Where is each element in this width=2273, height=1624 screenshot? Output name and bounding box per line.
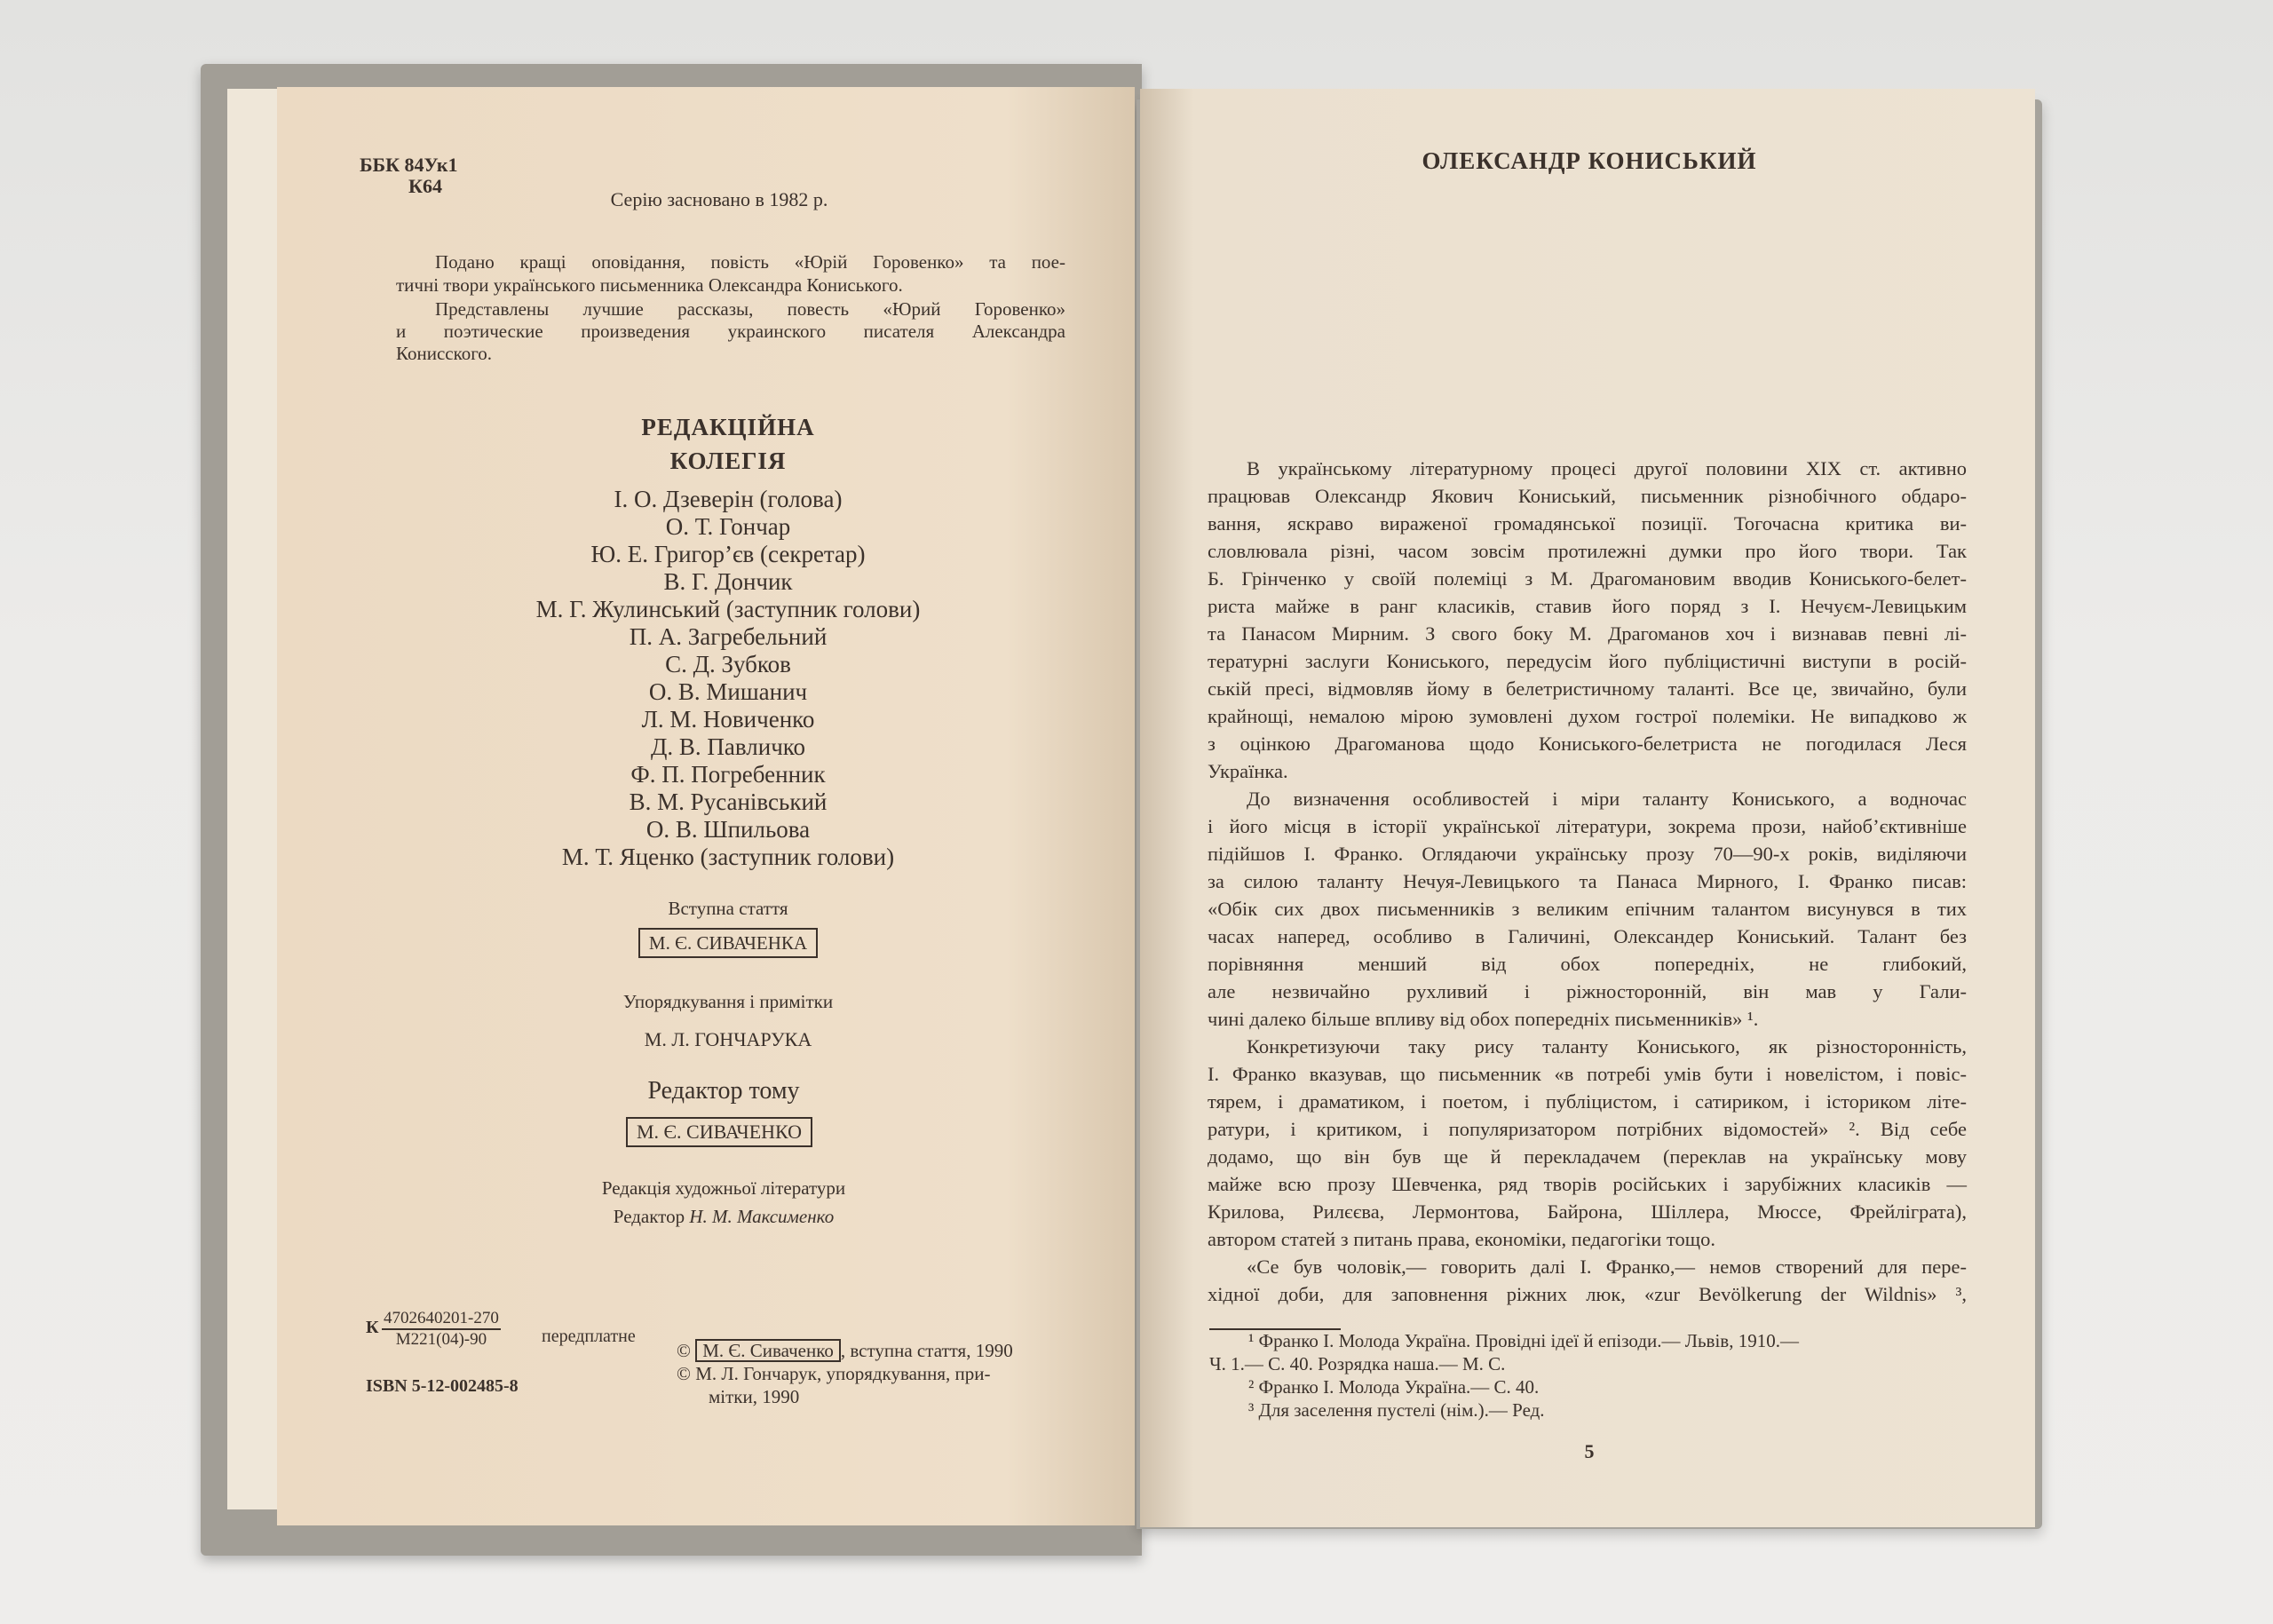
paragraph <box>1208 1033 1967 1253</box>
editor-line <box>497 1206 950 1228</box>
text-line: тярем, і драматиком, і поетом, і публіцистом, і сатириком, і істориком літе- <box>1208 1090 1967 1113</box>
footnote: ¹ Франко І. Молода Україна. Провідні ідеї й епізоди.— Львів, 1910.— <box>1248 1330 1799 1351</box>
text-line: вання, яскраво вираженої громадянської позиції. Тогочасна критика ви- <box>1208 512 1967 535</box>
text-line: з оцінкою Драгоманова щодо Кониського-белетриста не погодилася Леся <box>1208 733 1967 755</box>
text-line: тературні заслуги Кониського, передусім його публіцистичні виступи в росій- <box>1208 650 1967 672</box>
footnotes <box>1209 1329 1964 1422</box>
text-line: чині далеко більше впливу від обох попередніх письменників» ¹. <box>1208 1008 1759 1030</box>
annotation-line: Конисского. <box>396 343 493 364</box>
board-member: О. В. Шпильова <box>645 816 811 843</box>
text-line: «Се був чоловік,— говорить далі І. Франко,— немов створений для пере- <box>1247 1256 1967 1278</box>
text-line: І. Франко вказував, що письменник «в потребі умів бути і новелістом, і повіс- <box>1208 1063 1967 1085</box>
board-member: Ф. П. Погребенник <box>630 761 826 788</box>
annotation-ru <box>396 298 1065 365</box>
editor-label: Редактор <box>613 1206 685 1227</box>
annotation-line: Представлены лучшие рассказы, повесть «Юрий Горовенко» <box>435 298 1065 320</box>
board-member: В. Г. Дончик <box>663 568 793 595</box>
text-line: «Обік сих двох письменників з великим епічним талантом висунувся в тих <box>1208 898 1967 920</box>
k-code: К64 <box>408 175 442 197</box>
board-member: І. О. Дзеверін (голова) <box>614 486 843 512</box>
board-member: Д. В. Павличко <box>650 733 806 760</box>
text-line: ратури, і критиком, і популяризатором потрібних відомостей» ². Від себе <box>1208 1118 1967 1140</box>
paragraph <box>1208 455 1967 785</box>
series-note: Серію засновано в 1982 р. <box>610 188 828 210</box>
intro-author: М. Є. СИВАЧЕНКА <box>638 928 818 958</box>
board-title-line: КОЛЕГІЯ <box>669 448 787 474</box>
board-member: С. Д. Зубков <box>665 651 791 677</box>
text-line: Українка. <box>1208 760 1288 782</box>
annotation-uk <box>396 250 1065 297</box>
footnote: ² Франко І. Молода Україна.— С. 40. <box>1248 1376 1540 1398</box>
board-members <box>373 486 1083 871</box>
text-line: автором статей з питань права, економіки, педагогіки тощо. <box>1208 1228 1715 1250</box>
editor-name: Н. М. Максименко <box>689 1206 835 1227</box>
text-line: риста майже в ранг класиків, ставив його поряд з І. Нечуєм-Левицьким <box>1208 595 1967 617</box>
paragraph <box>1208 1253 1967 1308</box>
copy1-rest: , вступна стаття, 1990 <box>840 1340 1013 1361</box>
copyright-icon: © <box>677 1340 691 1361</box>
text-line: Б. Грінченко у своїй полеміці з М. Драгомановим вводив Кониського-белет- <box>1208 567 1967 590</box>
text-line: ській пресі, відмовляв йому в белетристичному таланті. Все це, звичайно, були <box>1208 677 1967 700</box>
volume-editor-label: Редактор тому <box>647 1077 800 1105</box>
footnote: Ч. 1.— С. 40. Розрядка наша.— М. С. <box>1209 1353 1506 1374</box>
bbk-code: ББК 84Ук1 <box>360 154 458 176</box>
volume-editor-wrap <box>497 1117 941 1147</box>
board-member: В. М. Русанівський <box>629 788 828 815</box>
copy2-line1: М. Л. Гончарук, упорядкування, при- <box>695 1363 991 1384</box>
text-line: До визначення особливостей і міри таланту Кониського, а водночас <box>1247 788 1967 810</box>
endpaper-strip <box>227 89 281 1509</box>
page-number: 5 <box>1584 1440 1595 1462</box>
text-line: В українському літературному процесі другої половини XIX ст. активно <box>1247 457 1967 479</box>
copy2-line2: мітки, 1990 <box>709 1386 800 1407</box>
board-member: П. А. Загребельний <box>629 623 828 650</box>
paragraph <box>1208 785 1967 1033</box>
article-body <box>1208 455 1967 1308</box>
compile-author: М. Л. ГОНЧАРУКА <box>644 1028 812 1050</box>
text-line: за силою таланту Нечуя-Левицького та Панаса Мирного, І. Франко писав: <box>1208 870 1967 892</box>
text-line: Конкретизуючи таку рису таланту Кониського, як різносторонність, <box>1247 1035 1967 1058</box>
subscription: передплатне <box>542 1327 636 1346</box>
board-member: Ю. Е. Григор’єв (секретар) <box>590 541 866 567</box>
annotation-line: Подано кращі оповідання, повість «Юрій Горовенко» та пое- <box>435 251 1065 273</box>
text-line: працював Олександр Якович Кониський, письменник різнобічного обдаро- <box>1208 485 1967 507</box>
text-line: порівняння менший від обох попередніх, не глибокий, <box>1208 953 1967 975</box>
board-member: О. В. Мишанич <box>648 678 808 705</box>
k-fraction <box>382 1309 501 1350</box>
k-denominator: М221(04)-90 <box>395 1330 487 1349</box>
intro-label: Вступна стаття <box>668 898 788 919</box>
department: Редакція художньої літератури <box>601 1177 846 1199</box>
text-line: підійшов І. Франко. Оглядаючи українську прозу 70—90-х років, виділяючи <box>1208 843 1967 865</box>
text-line: Крилова, Рилєєва, Лермонтова, Байрона, Шіллера, Мюссе, Фрейліграта), <box>1208 1200 1967 1223</box>
text-line: майже всю прозу Шевченка, ряд творів російських і зарубіжних класиків — <box>1208 1173 1967 1195</box>
copy1-name: М. Є. Сиваченко <box>695 1339 841 1362</box>
board-member: М. Г. Жулинський (заступник голови) <box>535 596 921 622</box>
text-line: та Панасом Мирним. З свого боку М. Драгоманов хоч і визнавав певні лі- <box>1208 622 1967 645</box>
footnote: ³ Для заселення пустелі (нім.).— Ред. <box>1248 1399 1545 1421</box>
board-member: М. Т. Яценко (заступник голови) <box>561 844 895 870</box>
board-title <box>462 410 994 478</box>
annotation-line: тичні твори українського письменника Олександра Кониського. <box>396 274 903 296</box>
copyright-icon: © <box>677 1363 691 1384</box>
board-title-line: РЕДАКЦІЙНА <box>641 414 815 440</box>
k-letter: К <box>366 1318 379 1337</box>
text-line: хідної доби, для заповнення ріжних люк, «zur Bevölkerung der Wildnis» ³, <box>1208 1283 1967 1305</box>
text-line: і його місця в історії української літератури, зокрема прози, найоб’єктивніше <box>1208 815 1967 837</box>
annotation-line: и поэтические произведения украинского писателя Александра <box>396 321 1065 342</box>
chapter-heading: ОЛЕКСАНДР КОНИСЬКИЙ <box>1422 147 1757 174</box>
text-line: додамо, що він був ще й перекладачем (переклав на українську мову <box>1208 1145 1967 1168</box>
compile-label: Упорядкування і примітки <box>622 991 834 1012</box>
copyright-block <box>677 1339 1013 1408</box>
text-line: часах наперед, особливо в Галичині, Олександер Кониський. Талант без <box>1208 925 1967 947</box>
k-numerator: 4702640201-270 <box>382 1309 501 1330</box>
text-line: словлювала різні, часом зовсім протилежні думки про його твори. Так <box>1208 540 1967 562</box>
text-line: крайнощі, немалою мірою зумовлені духом гострої полеміки. Не випадково ж <box>1208 705 1967 727</box>
isbn: ISBN 5-12-002485-8 <box>366 1376 519 1396</box>
intro-author-wrap <box>497 928 959 958</box>
text-line: але незвичайно рухливий і ріжносторонній, він мав у Гали- <box>1208 980 1967 1002</box>
board-member: Л. М. Новиченко <box>641 706 815 733</box>
board-member: О. Т. Гончар <box>665 513 791 540</box>
volume-editor: М. Є. СИВАЧЕНКО <box>626 1117 812 1147</box>
